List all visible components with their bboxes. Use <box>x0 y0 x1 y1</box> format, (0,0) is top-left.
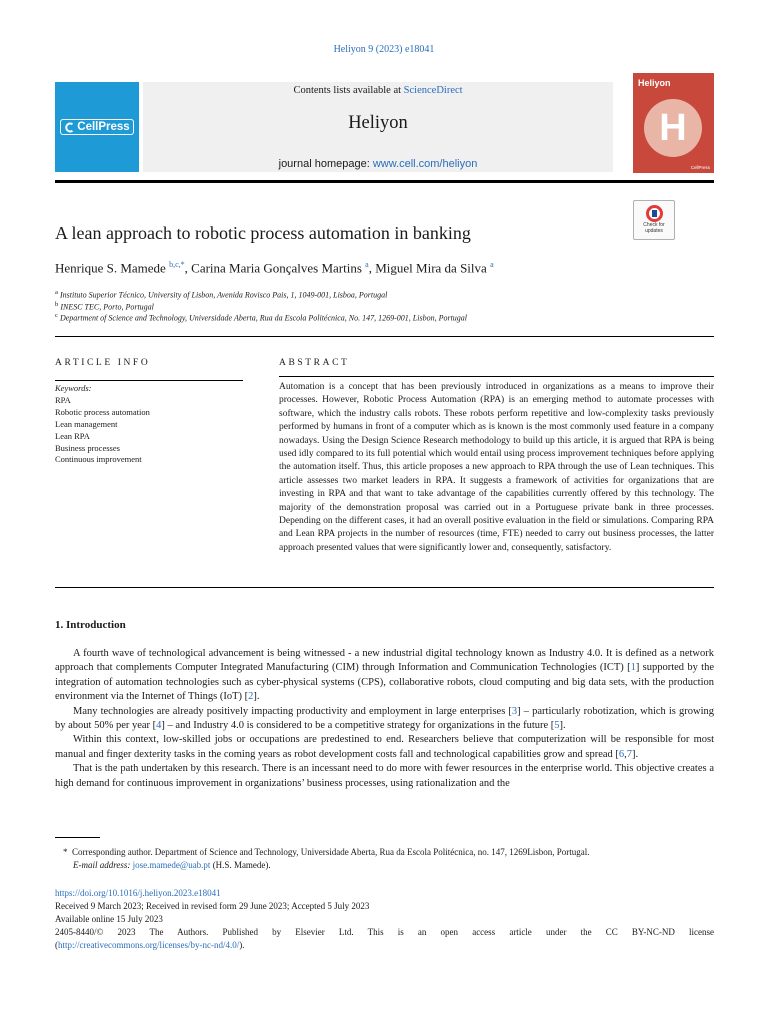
cellpress-logo-text: CellPress <box>77 121 130 133</box>
cellpress-logo[interactable] <box>55 82 139 172</box>
check-updates-label: Check for updates <box>643 222 665 234</box>
paragraph: That is the path undertaken by this research. There is an incessant need to do more with fewer resources in the enterprise world. This objective creates a high demand for continuous improvement in organizations’ business processes, using rationalization and the <box>55 763 714 789</box>
homepage-link[interactable]: www.cell.com/heliyon <box>372 158 478 170</box>
author-name: Miguel Mira da Silva <box>375 260 487 276</box>
citation-link[interactable]: 7 <box>626 748 633 760</box>
keywords-block <box>55 383 150 466</box>
cellpress-mark-icon <box>64 122 75 133</box>
cover-emblem <box>644 99 702 157</box>
affiliation: $^a$ Instituto Superior Técnico, University of Lisbon, Avenida Rovisco Pais, 1, 1049-001, Lisboa, Portugal <box>55 289 388 300</box>
publication-metadata: https://doi.org/10.1016/j.heliyon.2023.e18041 Received 9 March 2023; Received in revised form 29 June 2023; Accepted 5 July 2023 Available online 15 July 2023 2405-8440/© 2023 The Authors. Published by Elsevier Ltd. This is an open access article under the CC BY-NC-ND license (http://creativecommons.org/licenses/by-nc-nd/4.0/). <box>55 888 714 950</box>
citation-link[interactable]: 4 <box>156 720 162 732</box>
citation-link[interactable]: 3 <box>511 705 518 717</box>
cover-letter: H <box>659 106 687 149</box>
citation-link[interactable]: 2 <box>248 691 254 703</box>
author-list: Henrique S. Mamede $^{b,c,*}$, Carina Maria Gonçalves Martins $^a$, Miguel Mira da Silva $^a$ <box>55 260 494 276</box>
cover-footer: CellPress <box>690 165 710 170</box>
abstract-heading: ABSTRACT <box>279 358 350 368</box>
contents-line <box>143 85 613 96</box>
abstract-rule <box>279 376 714 377</box>
introduction-body <box>55 647 714 791</box>
online-date: Available online 15 July 2023 <box>55 913 163 924</box>
license-link[interactable]: http://creativecommons.org/licenses/by-nc-nd/4.0/ <box>58 939 240 950</box>
section-divider <box>55 336 714 337</box>
author-affiliation-ref[interactable]: b,c,* <box>169 260 185 269</box>
sciencedirect-link[interactable]: ScienceDirect <box>403 85 463 96</box>
footnote-marker: * <box>63 847 68 857</box>
keywords-label: Keywords: <box>55 383 92 393</box>
check-updates-icon <box>646 205 663 222</box>
journal-name: Heliyon <box>348 113 408 133</box>
check-for-updates-button[interactable] <box>633 200 675 240</box>
email-label: E-mail address: <box>73 860 131 870</box>
author-affiliation-ref[interactable]: a <box>490 260 494 269</box>
keyword: Robotic process automation <box>55 406 150 417</box>
author-name: Carina Maria Gonçalves Martins <box>191 260 362 276</box>
keyword: Continuous improvement <box>55 454 142 465</box>
citation-link[interactable]: 1 <box>630 662 636 674</box>
author-affiliation-ref[interactable]: a <box>365 260 369 269</box>
footnote-text: Corresponding author. Department of Science and Technology, Universidade Aberta, Rua da Escola Politécnica, no. 147, 1269Lisbon, Portugal. <box>72 847 590 857</box>
citation-link[interactable]: 5 <box>554 720 560 732</box>
contents-prefix: Contents lists available at <box>293 85 404 96</box>
author-name: Henrique S. Mamede <box>55 260 166 276</box>
article-info-heading: ARTICLE INFO <box>55 358 151 368</box>
introduction-heading: 1. Introduction <box>55 619 126 631</box>
affiliation: $^b$ INESC TEC, Porto, Portugal <box>55 301 154 312</box>
header-divider <box>55 180 714 183</box>
footnote-rule <box>55 837 100 838</box>
keyword: RPA <box>55 394 71 405</box>
citation-link[interactable]: 6 <box>618 748 625 760</box>
homepage-prefix: journal homepage: <box>278 158 373 170</box>
received-dates: Received 9 March 2023; Received in revised form 29 June 2023; Accepted 5 July 2023 <box>55 900 370 911</box>
paragraph: A fourth wave of technological advancement is being witnessed - a new industrial digital technology known as Industry 4.0. It is defined as a network approach that complements Computer Integrated Manufacturing (CIM) through Information and Communication Technologies (ICT) [1] supported by the integration of automation technologies such as cyber-physical systems (CPS), collaborative robots, cloud computing and big data sets, with the production environment via the Internet of Things (IoT) [2]. <box>55 648 714 703</box>
section-divider <box>55 587 714 588</box>
article-title: A lean approach to robotic process automation in banking <box>55 223 471 243</box>
keyword: Business processes <box>55 442 120 453</box>
journal-cover[interactable] <box>633 73 714 173</box>
email-link[interactable]: jose.mamede@uab.pt <box>132 860 211 870</box>
homepage-line <box>143 158 613 170</box>
license-statement: 2405-8440/© 2023 The Authors. Published by Elsevier Ltd. This is an open access article under the CC BY-NC-ND license <box>55 926 714 937</box>
cellpress-badge <box>60 119 133 135</box>
corresponding-author-footnote: * Corresponding author. Department of Science and Technology, Universidade Aberta, Rua da Escola Politécnica, no. 147, 1269Lisbon, Portugal. E-mail address: jose.mamede@uab.pt (H.S. Mamede). <box>63 847 590 870</box>
paragraph: Many technologies are already positively impacting productivity and employment in large enterprises [3] – particularly robotization, which is growing by about 50% per year [4] – and Industry 4.0 is considered to be a competitive strategy for organizations in the future [5]. <box>55 705 714 732</box>
doi-link[interactable]: https://doi.org/10.1016/j.heliyon.2023.e18041 <box>55 888 221 898</box>
keyword: Lean management <box>55 418 118 429</box>
keyword: Lean RPA <box>55 430 90 441</box>
abstract-text: Automation is a concept that has been previously introduced in organizations as a means to improve their processes. However, Robotic Process Automation (RPA) is an emerging method to automate processes with software, which the industry calls robots. These robots perform repetitive and low-complexity tasks previously performed by humans in front of a computer which as is known is the most commonly used feature in a company nowadays. Using the Design Science Research methodology to build up this article, it is argued that RPA is being used idly compared to its full potential which would entail using process improvement techniques before applying the automation itself. Thus, this article proposes a new approach to RPA through the use of Lean techniques. This article assesses two market leaders in RPA. It suggests a framework of activities for organizations that are investing in RPA and that want to take advantage of the capabilities currently offered by this technology. The majority of the demonstration proposal was carried out in a Portuguese private bank in three processes. Depending on the different cases, it had an overall positive evaluation in the field or simulations. Comparing RPA and Lean RPA projects in the number of resources (time, FTE) needed to carry out business processes, the latter approach presented values that were significantly lower and, consequently, satisfactory. <box>279 382 714 553</box>
affiliation: $^c$ Department of Science and Technology, Universidade Aberta, Rua da Escola Politécnica, No. 147, 1269-001, Lisbon, Portugal <box>55 312 468 323</box>
paragraph: Within this context, low-skilled jobs or occupations are predestined to end. Researchers believe that computerization will be responsible for most manual and finger dexterity tasks in the coming years as robot development costs fall and technological capabilities grow and spread [6,7]. <box>55 734 714 760</box>
cover-title: Heliyon <box>638 78 671 88</box>
article-info-rule <box>55 380 243 381</box>
journal-reference[interactable]: Heliyon 9 (2023) e18041 <box>333 44 435 55</box>
journal-banner <box>143 82 613 172</box>
